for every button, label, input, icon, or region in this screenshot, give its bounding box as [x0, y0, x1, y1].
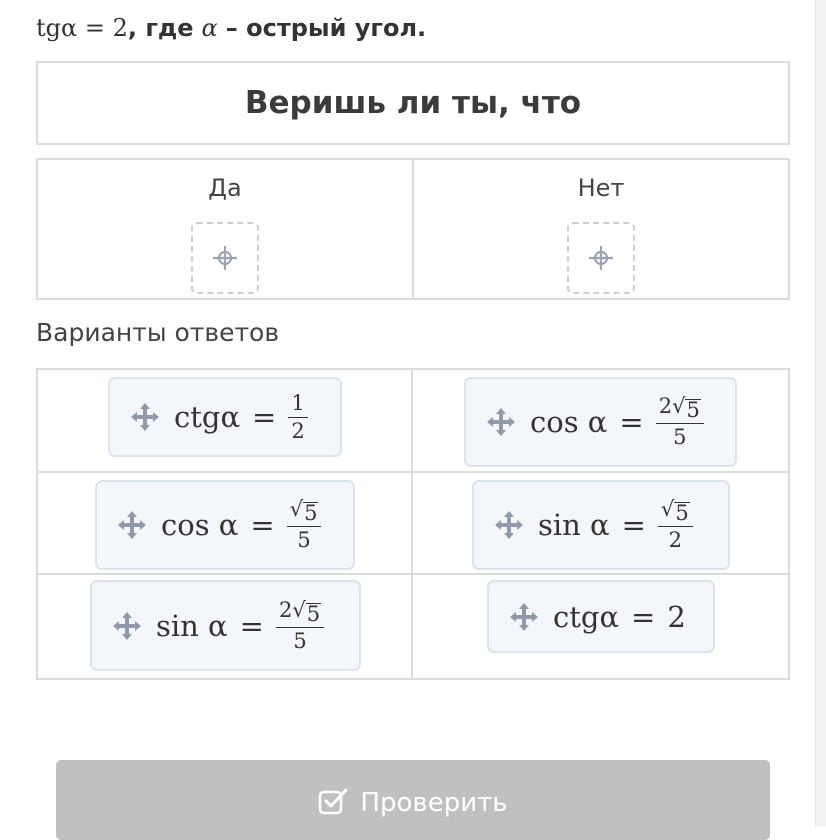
- column-no: [412, 160, 788, 298]
- variant-cell: [38, 473, 413, 576]
- variant-cell: [413, 575, 788, 678]
- variant-lhs: sin α: [538, 507, 610, 542]
- checkbox-icon: [318, 788, 348, 816]
- check-button[interactable]: [56, 760, 770, 840]
- variant-lhs: sin α: [156, 608, 228, 643]
- variant-lhs: cos α: [161, 507, 239, 542]
- variant-fraction: [276, 599, 324, 652]
- variant-rhs: 2: [667, 599, 686, 634]
- variants-grid: [36, 368, 790, 680]
- variant-cell: [413, 370, 788, 473]
- move-icon: [509, 602, 539, 632]
- numerator-coefficient: 2: [278, 598, 293, 623]
- variant-chip[interactable]: [487, 580, 715, 653]
- check-button-label: Проверить: [360, 788, 508, 818]
- numerator-radicand: 5: [306, 602, 321, 627]
- move-icon: [130, 402, 160, 432]
- variant-chip[interactable]: [108, 377, 342, 457]
- fraction-denominator: 2: [668, 528, 683, 553]
- variant-equals: =: [619, 404, 644, 439]
- fraction-denominator: 2: [291, 418, 305, 443]
- fraction-denominator: 5: [297, 528, 311, 553]
- move-icon: [117, 510, 147, 540]
- fraction-denominator: 5: [673, 425, 687, 450]
- numerator-radicand: 5: [686, 398, 700, 423]
- variant-equals: =: [621, 507, 646, 542]
- variant-fraction: [287, 498, 322, 551]
- variant-fraction: [656, 395, 704, 448]
- column-yes-label: Да: [208, 174, 242, 202]
- question-title: Веришь ли ты, что: [244, 85, 582, 121]
- task-statement: [36, 10, 426, 46]
- variant-fraction: [658, 498, 693, 551]
- task-alpha: α: [201, 14, 218, 42]
- column-yes: [38, 160, 412, 298]
- move-icon: [486, 407, 516, 437]
- move-icon: [494, 510, 524, 540]
- variant-equals: =: [631, 599, 656, 634]
- task-condition-suffix: – острый угол.: [225, 14, 427, 42]
- variant-equals: =: [250, 507, 275, 542]
- variant-chip[interactable]: [90, 580, 361, 671]
- variant-cell: [38, 575, 413, 678]
- variant-lhs: cos α: [530, 404, 608, 439]
- variant-lhs: ctgα: [553, 599, 620, 634]
- question-header: [36, 61, 790, 145]
- variants-title: Варианты ответов: [36, 318, 280, 347]
- variant-equals: =: [252, 400, 277, 434]
- variant-chip[interactable]: [95, 480, 355, 570]
- fraction-numerator: 2 √ 5: [276, 599, 324, 628]
- fraction-numerator: √ 5: [287, 498, 322, 527]
- fraction-denominator: 5: [293, 629, 307, 654]
- variant-cell: [413, 473, 788, 576]
- variant-chip[interactable]: [472, 480, 730, 570]
- drop-target-icon: [588, 245, 614, 271]
- fraction-numerator: 1: [288, 392, 307, 417]
- fraction-numerator: 2 √ 5: [656, 395, 704, 424]
- task-formula: tgα = 2: [36, 14, 128, 42]
- answer-columns: [36, 158, 790, 300]
- variant-cell: [38, 370, 413, 473]
- variant-fraction: [288, 392, 307, 441]
- drop-zone-yes[interactable]: [191, 222, 259, 294]
- move-icon: [112, 611, 142, 641]
- numerator-radicand: 5: [675, 501, 689, 526]
- variant-lhs: ctgα: [174, 400, 241, 434]
- scrollbar-edge: [815, 0, 826, 827]
- numerator-radicand: 5: [304, 501, 318, 526]
- drop-zone-no[interactable]: [567, 222, 635, 294]
- numerator-coefficient: 2: [658, 394, 673, 419]
- drop-target-icon: [212, 245, 238, 271]
- variant-equals: =: [239, 608, 264, 643]
- fraction-numerator: √ 5: [658, 498, 693, 527]
- column-no-label: Нет: [577, 174, 625, 202]
- task-condition-prefix: , где: [127, 14, 194, 42]
- variant-chip[interactable]: [464, 377, 737, 467]
